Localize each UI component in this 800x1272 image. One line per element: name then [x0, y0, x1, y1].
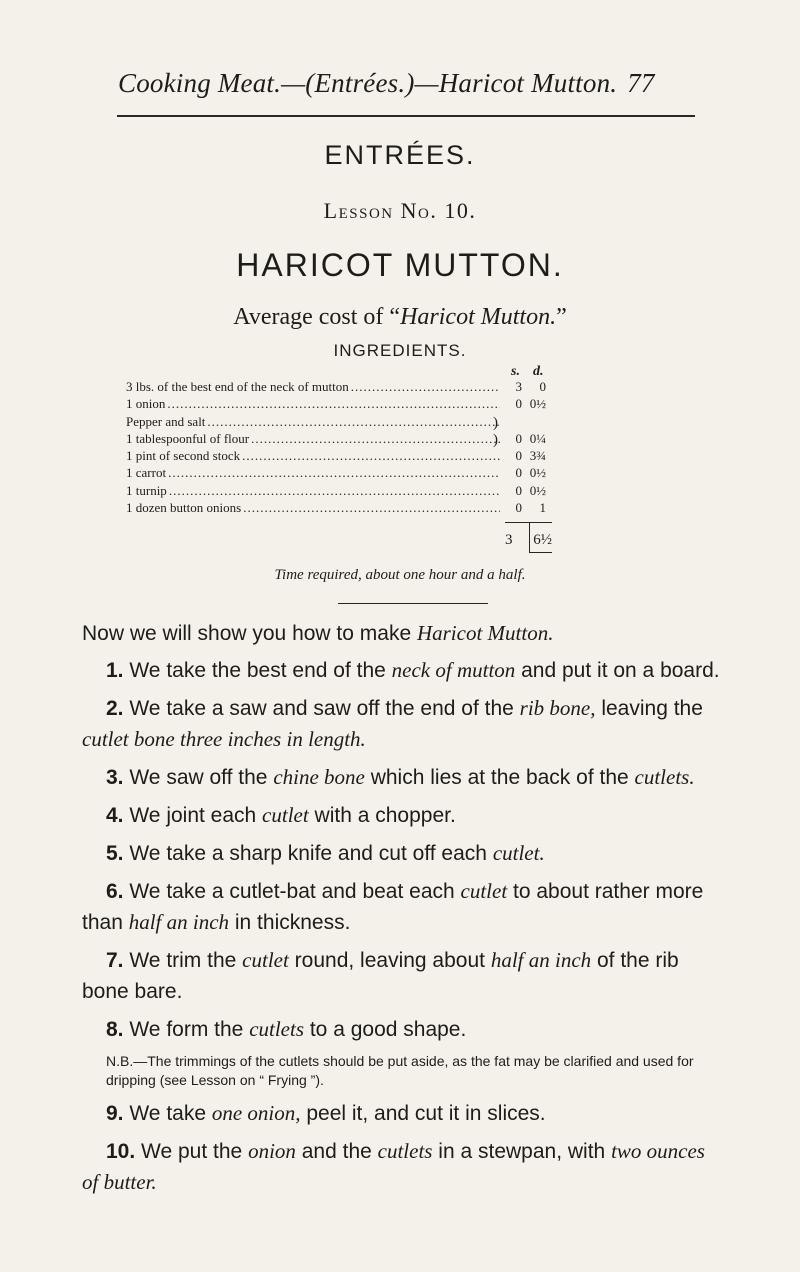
ingredient-pence: 0 — [539, 379, 546, 394]
step-number: 9. — [106, 1102, 124, 1125]
leader-dots — [242, 448, 500, 464]
total-cost — [505, 532, 552, 549]
instructions — [82, 618, 722, 1205]
step-emphasis: cutlet — [460, 879, 508, 903]
ingredient-shillings: 0 — [515, 448, 522, 464]
step-emphasis: cutlets. — [634, 765, 695, 789]
step-emphasis: cutlet — [262, 803, 309, 827]
step-6 — [82, 876, 722, 938]
ingredient-name: 3 lbs. of the best end of the neck of mutton — [126, 379, 349, 394]
step-emphasis: half an inch — [128, 910, 230, 934]
ingredient-row — [126, 500, 546, 517]
running-head-dash: — — [414, 68, 439, 98]
step-text: We form the — [129, 1018, 250, 1041]
ingredient-name: 1 dozen button onions — [126, 500, 242, 516]
ingredient-pence: 3¾ — [529, 448, 546, 464]
ingredient-row — [126, 396, 546, 413]
ingredients-list — [126, 379, 546, 517]
shillings-column-header: s. — [511, 364, 520, 379]
step-text: We take a sharp knife and cut off each — [129, 842, 493, 865]
step-text: leaving the — [595, 697, 703, 720]
leader-dots — [207, 414, 500, 430]
ingredient-row — [126, 448, 546, 465]
step-emphasis: two ounces of butter. — [82, 1139, 705, 1194]
running-head — [118, 68, 708, 99]
step-emphasis: cutlets — [377, 1139, 433, 1163]
step-number: 6. — [106, 880, 124, 903]
intro-text: Now we will show you how to make — [82, 622, 417, 645]
step-text: of the rib bone bare. — [82, 949, 679, 1003]
ingredient-name: 1 pint of second stock — [126, 448, 241, 464]
step-number: 10. — [106, 1140, 136, 1163]
ingredient-shillings: 0 — [515, 396, 522, 412]
step-8 — [82, 1014, 722, 1045]
ingredient-name: Pepper and salt — [126, 413, 206, 429]
ingredient-shillings: 3 — [515, 379, 522, 394]
step-2 — [82, 693, 722, 755]
cost-dish: Haricot Mutton. — [400, 304, 557, 330]
step-9 — [82, 1098, 722, 1129]
page-number: 77 — [627, 68, 655, 98]
step-text: and put it on a board. — [515, 659, 720, 682]
step-number: 1. — [106, 659, 124, 682]
leader-dots — [168, 465, 500, 481]
step-text: We put the — [141, 1140, 249, 1163]
step-emphasis: onion — [248, 1139, 296, 1163]
ingredient-row — [126, 465, 546, 482]
step-text: to a good shape. — [304, 1018, 467, 1041]
total-underline — [529, 552, 552, 553]
section-rule — [338, 603, 488, 604]
ingredient-row — [126, 431, 546, 448]
cost-suffix: ” — [556, 304, 567, 330]
running-head-entrees: (Entrées.) — [305, 68, 415, 98]
leader-dots — [169, 483, 500, 499]
step-text: which lies at the back of the — [364, 766, 635, 789]
ingredient-pence: 1 — [539, 500, 546, 516]
step-text: We trim the — [129, 949, 243, 972]
step-emphasis: cutlet bone three inches in length. — [82, 727, 366, 751]
step-text: We take — [129, 1102, 212, 1125]
leader-dots — [351, 379, 500, 395]
ingredient-shillings: 0 — [515, 430, 522, 446]
ingredient-row — [126, 379, 546, 396]
ingredient-shillings: 0 — [515, 500, 522, 516]
step-7 — [82, 945, 722, 1007]
time-required: Time required, about one hour and a half. — [274, 567, 526, 583]
step-number: 3. — [106, 766, 124, 789]
step-emphasis: neck of mutton — [391, 658, 516, 682]
step-number: 7. — [106, 949, 124, 972]
step-text: peel it, and cut it in slices. — [300, 1102, 546, 1125]
step-number: 5. — [106, 842, 124, 865]
ingredient-shillings: 0 — [515, 482, 522, 498]
step-text: and the — [295, 1140, 378, 1163]
intro-dish: Haricot Mutton. — [416, 621, 554, 645]
ingredient-name: 1 carrot — [126, 465, 167, 481]
ingredient-name: 1 onion — [126, 396, 166, 412]
step-5 — [82, 838, 722, 869]
step-emphasis: cutlets — [249, 1017, 305, 1041]
step-number: 8. — [106, 1018, 124, 1041]
running-head-prefix: Cooking Meat. — [118, 68, 282, 98]
step-text: We take a cutlet-bat and beat each — [129, 880, 461, 903]
step-emphasis: one onion, — [211, 1101, 301, 1125]
ingredient-row — [126, 414, 546, 431]
ingredient-pence: 0½ — [529, 482, 546, 498]
leader-dots — [167, 396, 500, 412]
step-text: We joint each — [129, 804, 263, 827]
cost-prefix: Average cost of “ — [233, 304, 401, 330]
leader-dots — [243, 500, 500, 516]
ingredient-name: 1 tablespoonful of flour — [126, 430, 250, 446]
ingredient-pence: 0½ — [529, 396, 546, 412]
step-text: We take a saw and saw off the end of the — [129, 697, 520, 720]
header-rule — [117, 115, 695, 117]
ingredient-shillings: 0 — [515, 465, 522, 481]
section-title: ENTRÉES. — [324, 140, 476, 170]
step-text: in a stewpan, with — [432, 1140, 612, 1163]
step-text: in thickness. — [229, 911, 351, 934]
dish-title: HARICOT MUTTON. — [236, 247, 564, 283]
step-text: We saw off the — [129, 766, 274, 789]
running-head-dish: Haricot Mutton. — [438, 68, 618, 98]
pence-column-header: d. — [533, 364, 544, 379]
ingredient-pence: 0¼ — [529, 430, 546, 446]
step-text: round, leaving about — [288, 949, 491, 972]
leader-dots — [251, 431, 500, 447]
step-text: to about rather more than — [82, 880, 704, 934]
running-head-dash: — — [281, 68, 306, 98]
step-emphasis: cutlet — [242, 948, 289, 972]
intro-paragraph — [82, 618, 722, 649]
average-cost-line — [0, 304, 800, 331]
step-emphasis: cutlet. — [492, 841, 545, 865]
lesson-number: Lesson No. 10. — [323, 198, 477, 223]
step-number: 4. — [106, 804, 124, 827]
step-10 — [82, 1136, 722, 1198]
ingredient-name: 1 turnip — [126, 482, 167, 498]
total-pence: 6½ — [533, 532, 552, 548]
step-3 — [82, 762, 722, 793]
total-shillings: 3 — [505, 532, 513, 548]
step-emphasis: half an inch — [490, 948, 592, 972]
step-number: 2. — [106, 697, 124, 720]
nota-bene: N.B.—The trimmings of the cutlets should be put aside, as the fat may be clarified and used for dripping (see Lesson on “ Frying ”). — [106, 1053, 694, 1088]
step-1 — [82, 655, 722, 686]
step-text: with a chopper. — [308, 804, 456, 827]
step-emphasis: chine bone — [273, 765, 365, 789]
step-emphasis: rib bone, — [519, 696, 596, 720]
ingredient-row — [126, 483, 546, 500]
ingredient-pence: 0½ — [529, 465, 546, 481]
ingredients-heading: INGREDIENTS. — [333, 341, 467, 360]
step-4 — [82, 800, 722, 831]
step-text: We take the best end of the — [129, 659, 392, 682]
grouping-brace: ) ) — [493, 415, 498, 448]
